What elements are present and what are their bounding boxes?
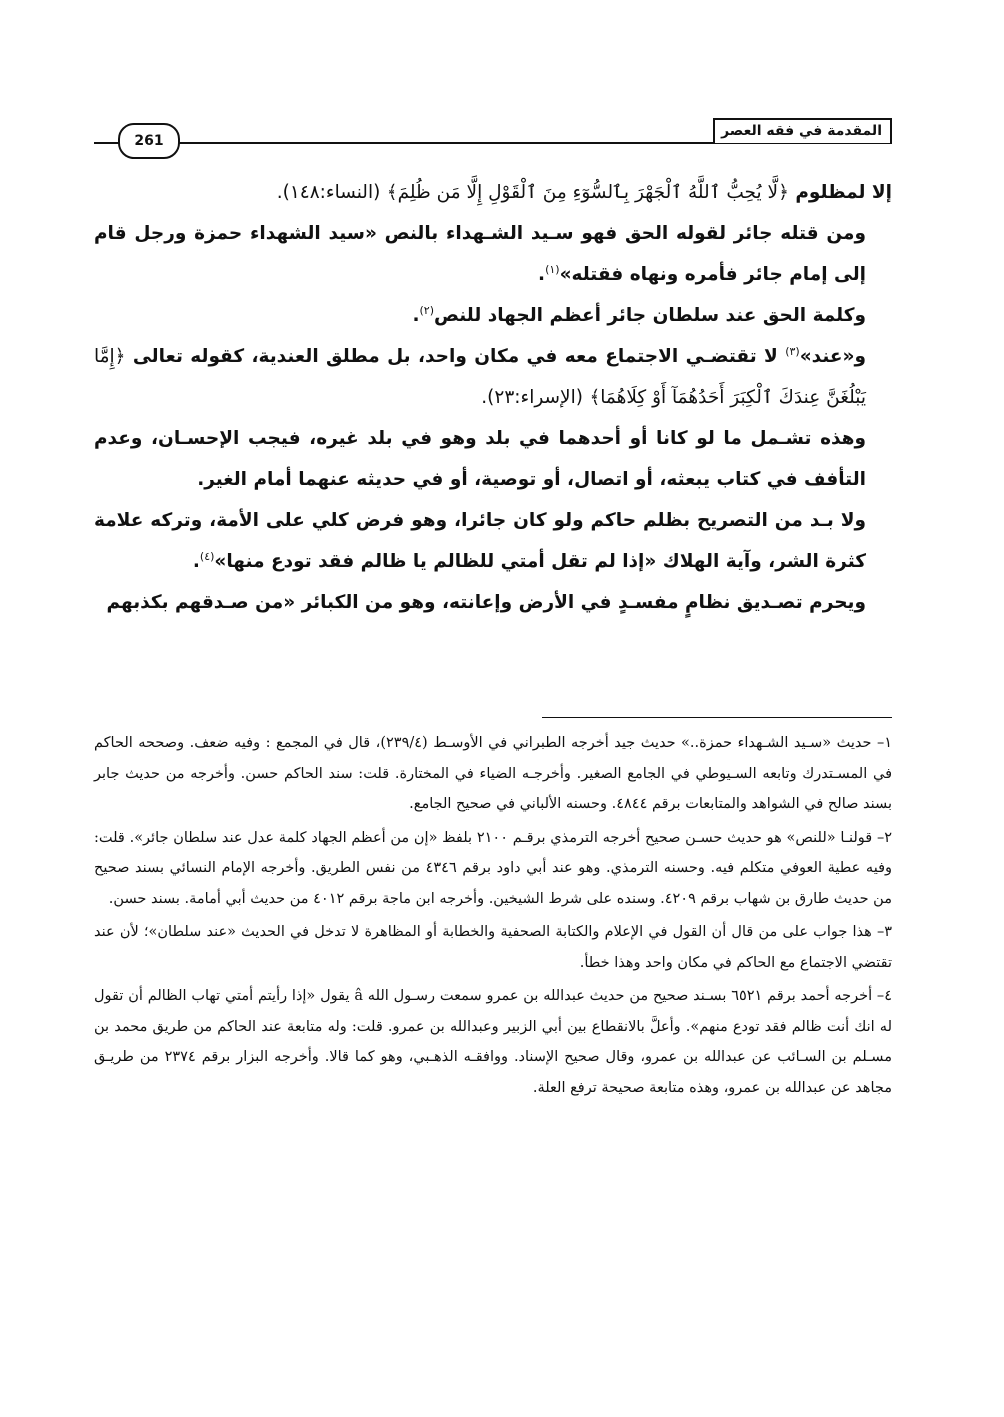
footnote-ref-3[interactable]: (٣): [785, 344, 800, 358]
footnote-ref-2[interactable]: (٢): [419, 303, 434, 317]
paragraph-6-end: .: [192, 551, 200, 572]
paragraph-3: [94, 295, 892, 336]
paragraph-7-text: ويحرم تصـديق نظامٍ مفسـدٍ في الأرض وإعانته، وهو من الكبائر «من صـدقهم بكذبهم: [106, 592, 866, 613]
paragraph-3-end: .: [412, 305, 420, 326]
quran-verse-nisa: ﴿لَّا يُحِبُّ ٱللَّهُ ٱلْجَهْرَ بِٱلسُّوٓءِ مِنَ ٱلْقَوْلِ إِلَّا مَن ظُلِمَ﴾: [386, 182, 789, 203]
footnote-3: ٣– هذا جواب على من قال أن القول في الإعلام والكتابة الصحفية والخطابة أو المظاهرة لا تدخل في الحديث «عند سلطان»؛ لأن عند تقتضي الاجتماع مع الحاكم في مكان واحد وهذا خطأ.: [94, 924, 892, 971]
verse-reference-isra: (الإسراء:٢٣).: [481, 387, 583, 408]
paragraph-3-text: وكلمة الحق عند سلطان جائر أعظم الجهاد للنص: [434, 305, 866, 326]
footnote-separator: [542, 717, 892, 718]
paragraph-2-text: ومن قتله جائر لقوله الحق فهو سـيد الشـهداء بالنص «سيد الشهداء حمزة ورجل قام إلى إمام جائر فأمره ونهاه فقتله»: [94, 223, 866, 285]
paragraph-6-text: ولا بـد من التصريح بظلم حاكم ولو كان جائرا، وهو فرض كلي على الأمة، وتركه علامة كثرة الشر، وآية الهلاك «إذا لم تقل أمتي للظالم يا ظالم فقد تودع منها»: [94, 510, 866, 572]
footnotes: [94, 728, 892, 1106]
footnote-2: ٢– قولنـا «للنص» هو حديث حسـن صحيح أخرجه الترمذي برقـم ٢١٠٠ بلفظ «إن من أعظم الجهاد كلمة عدل عند سلطان جائر». قلت: وفيه عطية العوفي متكلم فيه. وحسنه الترمذي. وهو عند أبي داود برقم ٤٣٤٦ من نفس الطريق. وأخرجه الإمام النسائي بسند صحيح من حديث طارق بن شهاب برقم ٤٢٠٩. وسنده على شرط الشيخين. وأخرجه ابن ماجة برقم ٤٠١٢ من حديث أبي أمامة. بسند حسن.: [94, 829, 892, 907]
quran-verse-isra: ﴿إِمَّا يَبْلُغَنَّ عِندَكَ ٱلْكِبَرَ أَحَدُهُمَآ أَوْ كِلَاهُمَا﴾: [94, 346, 866, 408]
paragraph-1-lead: إلا لمظلوم: [795, 182, 892, 203]
paragraph-5-text: وهذه تشـمل ما لو كانا أو أحدهما في بلد وهو في بلد غيره، فيجب الإحسـان، وعدم التأفف في كتاب يبعثه، أو اتصال، أو توصية، أو في حديثه عنهما أمام الغير.: [94, 428, 866, 490]
page-header: [94, 118, 892, 152]
book-title: المقدمة في فقه العصر: [713, 118, 892, 143]
paragraph-2: [94, 213, 892, 295]
main-text: [94, 172, 892, 623]
paragraph-2-end: .: [538, 264, 546, 285]
footnote-1: ١– حديث «سـيد الشـهداء حمزة..» حديث جيد أخرجه الطبراني في الأوسـط (٢٣٩/٤)، قال في المجمع : وفيه ضعف. وصححه الحاكم في المسـتدرك وتابعه السـيوطي في الجامع الصغير. وأخرجـه الضياء في المختارة. قلت: سند الحاكم حسن. وأخرجه من حديث جابر بسند صالح في الشواهد والمتابعات برقم ٤٨٤٤. وحسنه الألباني في صحيح الجامع.: [94, 735, 893, 812]
paragraph-7: [94, 582, 892, 623]
paragraph-6: [94, 500, 892, 582]
paragraph-4: [94, 336, 892, 418]
footnote-ref-1[interactable]: (١): [545, 262, 560, 276]
footnote-ref-4[interactable]: (٤): [199, 549, 215, 563]
paragraph-5: [94, 418, 892, 500]
paragraph-4-start: و«عند»: [799, 346, 866, 367]
paragraph-1: [94, 172, 892, 213]
page-number: 261: [118, 123, 180, 159]
paragraph-4-text: لا تقتضـي الاجتماع معه في مكان واحد، بل مطلق العندية، كقوله تعالى: [132, 346, 786, 367]
verse-reference-nisa: (النساء:١٤٨).: [276, 182, 381, 203]
footnote-4: ٤– أخرجه أحمد برقم ٦٥٢١ بسـند صحيح من حديث عبدالله بن عمرو سمعت رسـول الله â يقول «إذا رأيتم أمتي تهاب الظالم أن تقول له انك أنت ظالم فقد تودع منهم». وأعلَّ بالانقطاع بين أبي الزبير وعبدالله بن عمرو. قلت: وله متابعة عند الحاكم من طريق محمد بن مسـلم بن السـائب عن عبدالله بن عمرو، وقال صحيح الإسناد. ووافقـه الذهـبي، وهو كما قالا. وأخرجه البزار برقم ٢٣٧٤ من طريـق مجاهد عن عبدالله بن عمرو، وهذه متابعة صحيحة ترفع العلة.: [94, 988, 892, 1096]
